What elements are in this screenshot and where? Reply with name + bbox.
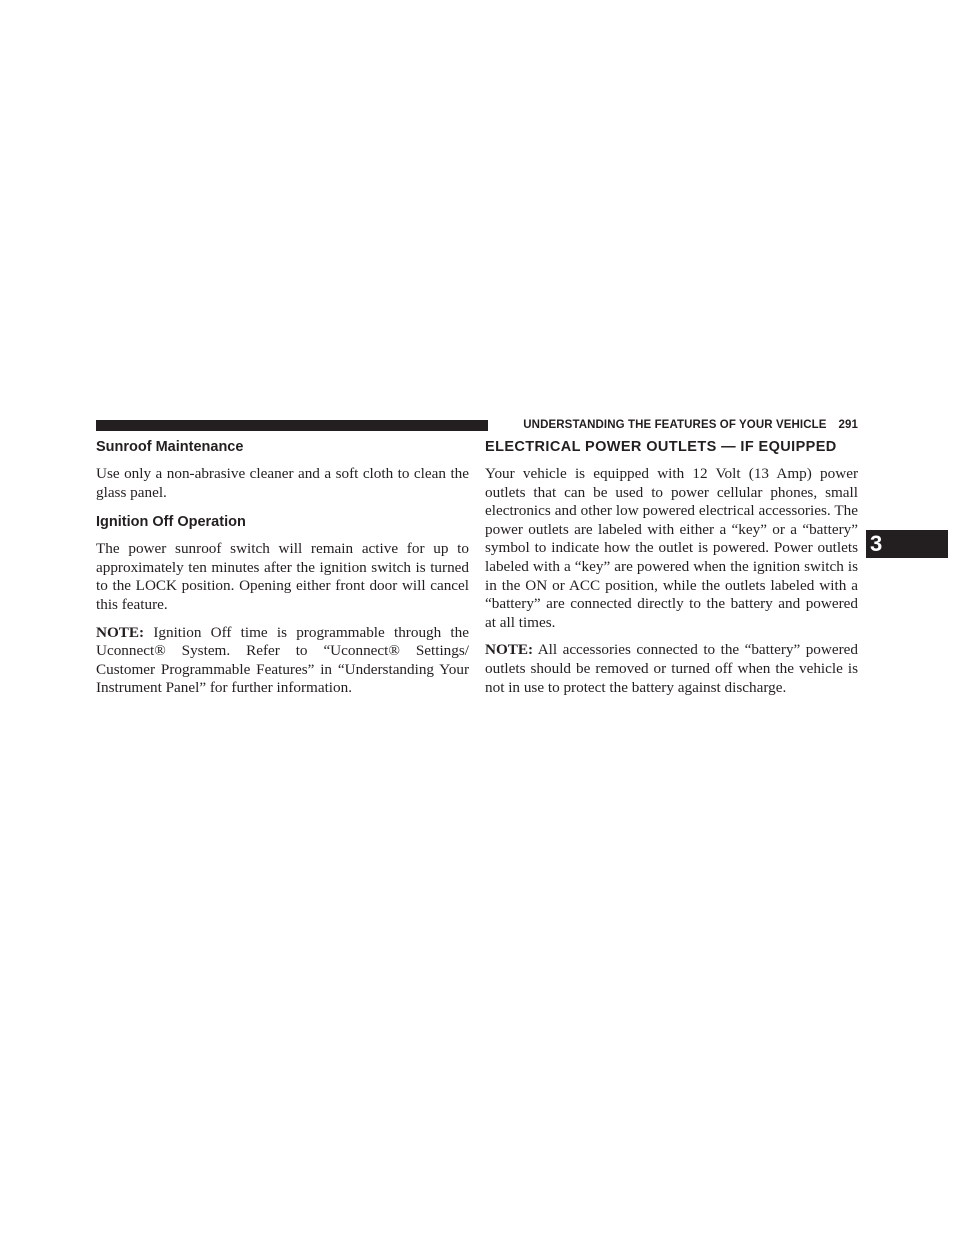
note-text: Ignition Off time is programmable through the Uconnect® System. Refer to “Uconnect® Settings/ Customer Programmable Features” in “Understanding Your Instrument Panel” for further information.	[96, 623, 469, 697]
running-head	[499, 418, 858, 432]
note-label: NOTE:	[485, 641, 534, 659]
chapter-tab: 3	[866, 530, 948, 558]
power-outlets-note	[485, 641, 858, 697]
ignition-note	[96, 624, 469, 698]
note-label: NOTE:	[96, 623, 145, 641]
sunroof-maintenance-heading: Sunroof Maintenance	[96, 439, 244, 455]
ignition-off-heading: Ignition Off Operation	[96, 514, 246, 531]
ignition-off-text: The power sunroof switch will remain active for up to approximately ten minutes after the ignition switch is turned to the LOCK position. Opening either front door will cancel this feature.	[96, 540, 469, 613]
left-column	[96, 437, 469, 698]
power-outlets-text: Your vehicle is equipped with 12 Volt (13 Amp) power outlets that can be used to power cellular phones, small electronics and other low powered electrical accessories. The power outlets are labeled with either a “key” or a “battery” symbol to indicate how the outlet is powered. Power outlets labeled with a “key” are powered when the ignition switch is in the ON or ACC position, while the outlets labeled with a “battery” are connected directly to the battery and powered at all times.	[485, 465, 858, 631]
page-number: 291	[838, 419, 858, 431]
note-text: All accessories connected to the “battery” powered outlets should be removed or turned off when the vehicle is not in use to protect the battery against discharge.	[485, 641, 858, 696]
power-outlets-heading: ELECTRICAL POWER OUTLETS — IF EQUIPPED	[485, 439, 837, 455]
header-rule	[96, 420, 488, 431]
right-column	[485, 437, 858, 697]
running-head-title: UNDERSTANDING THE FEATURES OF YOUR VEHICLE	[523, 419, 827, 431]
sunroof-maintenance-text: Use only a non-abrasive cleaner and a soft cloth to clean the glass panel.	[96, 465, 469, 501]
